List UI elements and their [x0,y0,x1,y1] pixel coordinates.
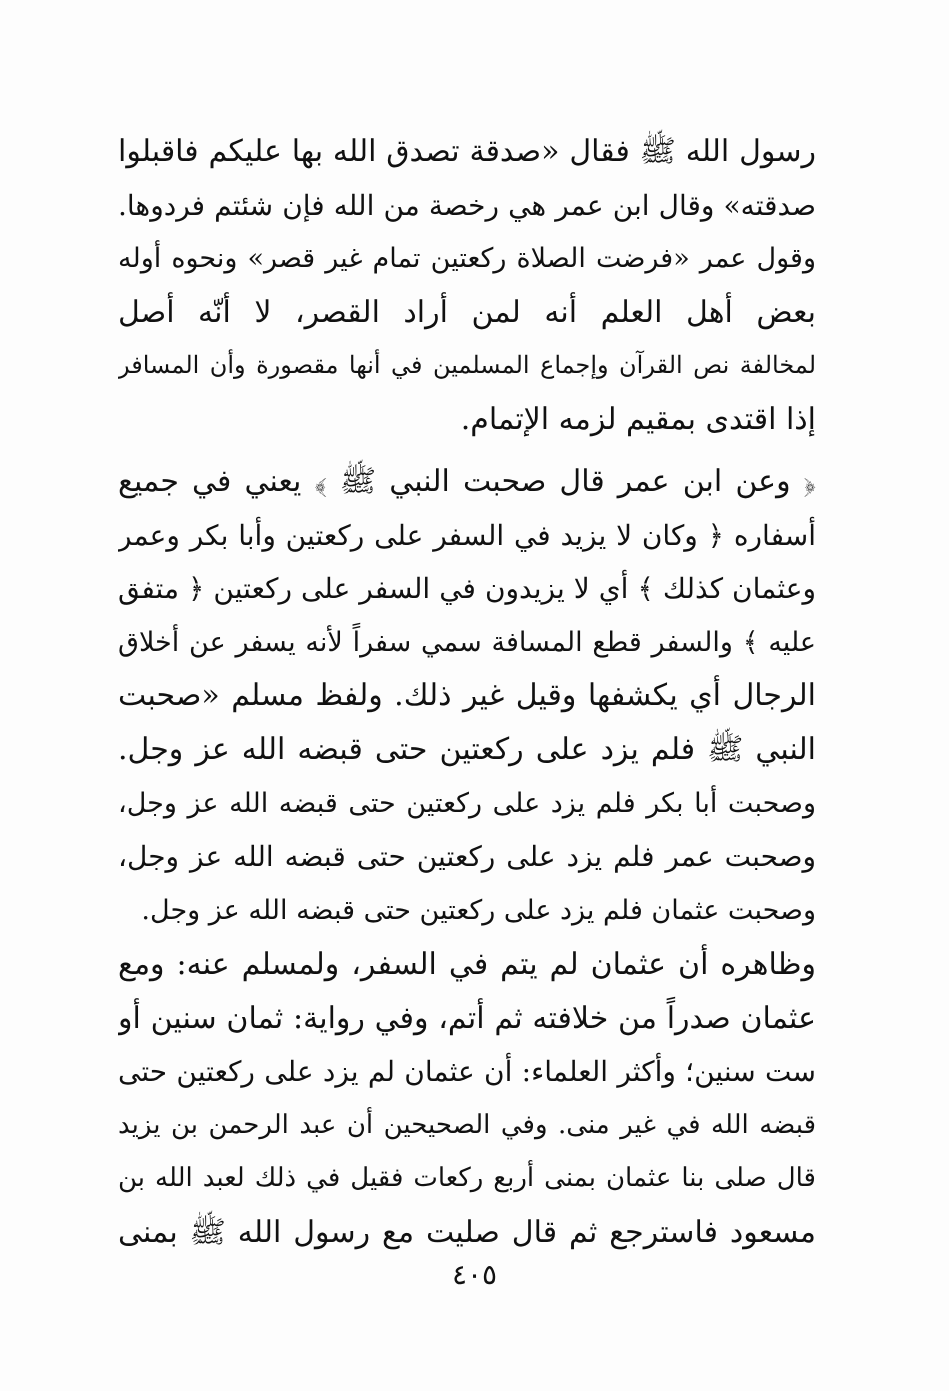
text-line: النبي ﷺ فلم يزد على ركعتين حتى قبضه الله عز وجل. [118,731,816,767]
text-line: عثمان صدراً من خلافته ثم أتم، وفي رواية: ثمان سنين أو [118,1000,816,1036]
text-line: مسعود فاسترجع ثم قال صليت مع رسول الله ﷺ بمنى [118,1214,816,1250]
text-line: وصحبت عثمان فلم يزد على ركعتين حتى قبضه الله عز وجل. [141,894,816,926]
text-line: الرجال أي يكشفها وقيل غير ذلك. ولفظ مسلم «صحبت [118,678,816,714]
text-line: إذا اقتدى بمقيم لزمه الإتمام. [460,401,816,437]
text-line: ست سنين؛ وأكثر العلماء: أن عثمان لم يزد على ركعتين حتى [118,1055,816,1089]
text-line: صدقته» وقال ابن عمر هي رخصة من الله فإن شئتم فردوها. [118,188,816,222]
text-line: وعثمان كذلك ﴾ أي لا يزيدون في السفر على ركعتين ﴿ متفق [118,572,816,606]
text-line: أسفاره ﴿ وكان لا يزيد في السفر على ركعتين وأبا بكر وعمر [118,518,816,552]
text-line: وقول عمر «فرضت الصلاة ركعتين تمام غير قصر» ونحوه أوله [118,243,816,275]
text-line: ﴿ وعن ابن عمر قال صحبت النبي ﷺ ﴾ يعني في جميع [118,464,816,499]
paragraph-3 [118,938,816,1260]
text-line: قبضه الله في غير منى. وفي الصحيحين أن عبد الرحمن بن يزيد [118,1109,816,1140]
text-line: بعض أهل العلم أنه لمن أراد القصر، لا أنّه أصل [118,294,816,330]
text-line: قال صلى بنا عثمان بمنى أربع ركعات فقيل في ذلك لعبد الله بن [118,1163,816,1194]
text-line: رسول الله ﷺ فقال «صدقة تصدق الله بها عليكم فاقبلوا [118,134,816,169]
text-line: وصحبت عمر فلم يزد على ركعتين حتى قبضه الله عز وجل، [118,840,816,874]
paragraph-1 [118,125,816,447]
text-line: عليه ﴾ والسفر قطع المسافة سمي سفراً لأنه يسفر عن أخلاق [118,626,816,658]
text-line: وصحبت أبا بكر فلم يزد على ركعتين حتى قبضه الله عز وجل، [118,787,816,819]
text-line: لمخالفة نص القرآن وإجماع المسلمين في أنها مقصورة وأن المسافر [118,351,816,380]
page-number: ٤٠٥ [451,1258,498,1291]
text-line: وظاهره أن عثمان لم يتم في السفر، ولمسلم عنه: ومع [118,947,816,982]
paragraph-2 [118,455,816,937]
